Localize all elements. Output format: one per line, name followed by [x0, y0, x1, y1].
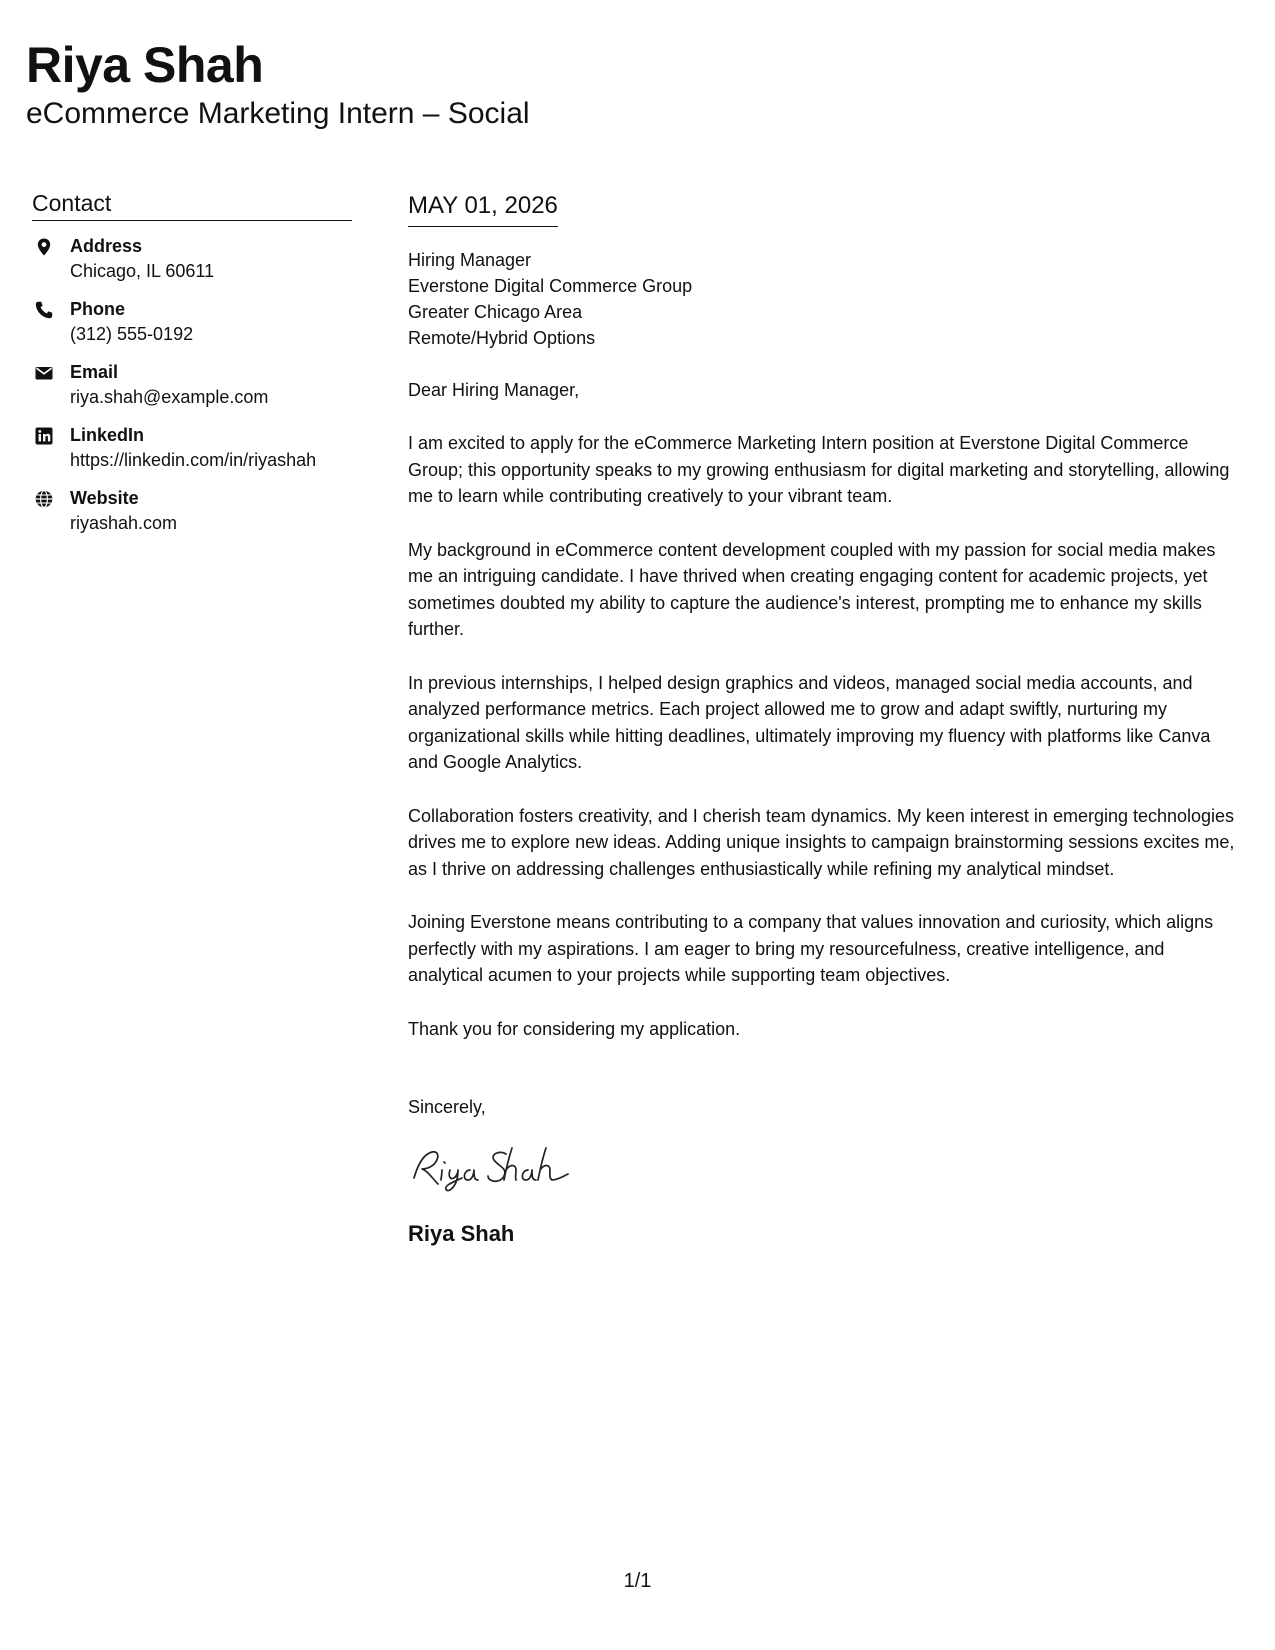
recipient-line: Remote/Hybrid Options	[408, 328, 596, 348]
body-paragraph: I am excited to apply for the eCommerce Marketing Intern position at Everstone Digital Commerce Group; this opportunity speaks to my growing enthusiasm for digital marketing and storytelling, allowing me to learn while contributing creatively to your vibrant team.	[408, 433, 1230, 506]
linkedin-url[interactable]: https://linkedin.com/in/riyashah	[70, 450, 317, 470]
envelope-icon	[34, 363, 54, 383]
phone-icon	[34, 300, 54, 320]
body-paragraph: In previous internships, I helped design graphics and videos, managed social media accounts, and analyzed performance metrics. Each project allowed me to grow and adapt swiftly, nurturing my organizational skills while hitting deadlines, ultimately improving my fluency with platforms like Canva and Google Analytics.	[408, 672, 1211, 772]
header	[26, 34, 530, 132]
applicant-name: Riya Shah	[26, 37, 264, 93]
signed-name: Riya Shah	[408, 1221, 515, 1246]
contact-item-address	[32, 233, 352, 296]
address-value: Chicago, IL 60611	[70, 261, 215, 281]
recipient-line: Greater Chicago Area	[408, 302, 583, 322]
letter-body	[408, 190, 1238, 1249]
location-pin-icon	[34, 237, 54, 257]
contact-item-linkedin	[32, 422, 352, 485]
contact-label: LinkedIn	[70, 425, 145, 445]
contact-label: Website	[70, 488, 139, 508]
contact-item-phone	[32, 296, 352, 359]
contact-label: Address	[70, 236, 143, 256]
contact-label: Phone	[70, 299, 126, 319]
recipient-block	[408, 247, 1238, 351]
contact-heading: Contact	[32, 188, 352, 221]
body-paragraph: Joining Everstone means contributing to a company that values innovation and curiosity, which aligns perfectly with my aspirations. I am eager to bring my resourcefulness, creative intelligence, and analytical acumen to your projects while supporting team objectives.	[408, 912, 1214, 985]
body-paragraph: Collaboration fosters creativity, and I cherish team dynamics. My keen interest in emerging technologies drives me to explore new ideas. Adding unique insights to campaign brainstorming sessions excites me, as I thrive on addressing challenges enthusiastically while refining my analytical mindset.	[408, 805, 1235, 879]
closing: Sincerely,	[408, 1097, 486, 1117]
globe-icon	[34, 489, 54, 509]
email-value[interactable]: riya.shah@example.com	[70, 387, 269, 407]
handwritten-signature	[408, 1140, 588, 1196]
salutation: Dear Hiring Manager,	[408, 380, 580, 400]
phone-value: (312) 555-0192	[70, 324, 194, 344]
recipient-line: Everstone Digital Commerce Group	[408, 276, 693, 296]
contact-sidebar	[32, 188, 352, 548]
linkedin-icon	[34, 426, 54, 446]
contact-label: Email	[70, 362, 119, 382]
page-number: 1/1	[623, 1570, 652, 1592]
job-title: eCommerce Marketing Intern – Social	[26, 97, 530, 130]
contact-list	[32, 233, 352, 548]
contact-item-website	[32, 485, 352, 548]
contact-item-email	[32, 359, 352, 422]
recipient-line: Hiring Manager	[408, 250, 532, 270]
website-url[interactable]: riyashah.com	[70, 513, 178, 533]
body-paragraph: Thank you for considering my application.	[408, 1018, 741, 1039]
letter-date: MAY 01, 2026	[408, 190, 558, 227]
body-paragraph: My background in eCommerce content development coupled with my passion for social media makes me an intriguing candidate. I have thrived when creating engaging content for academic projects, yet sometimes doubted my ability to capture the audience's interest, prompting me to enhance my skills further.	[408, 539, 1216, 639]
